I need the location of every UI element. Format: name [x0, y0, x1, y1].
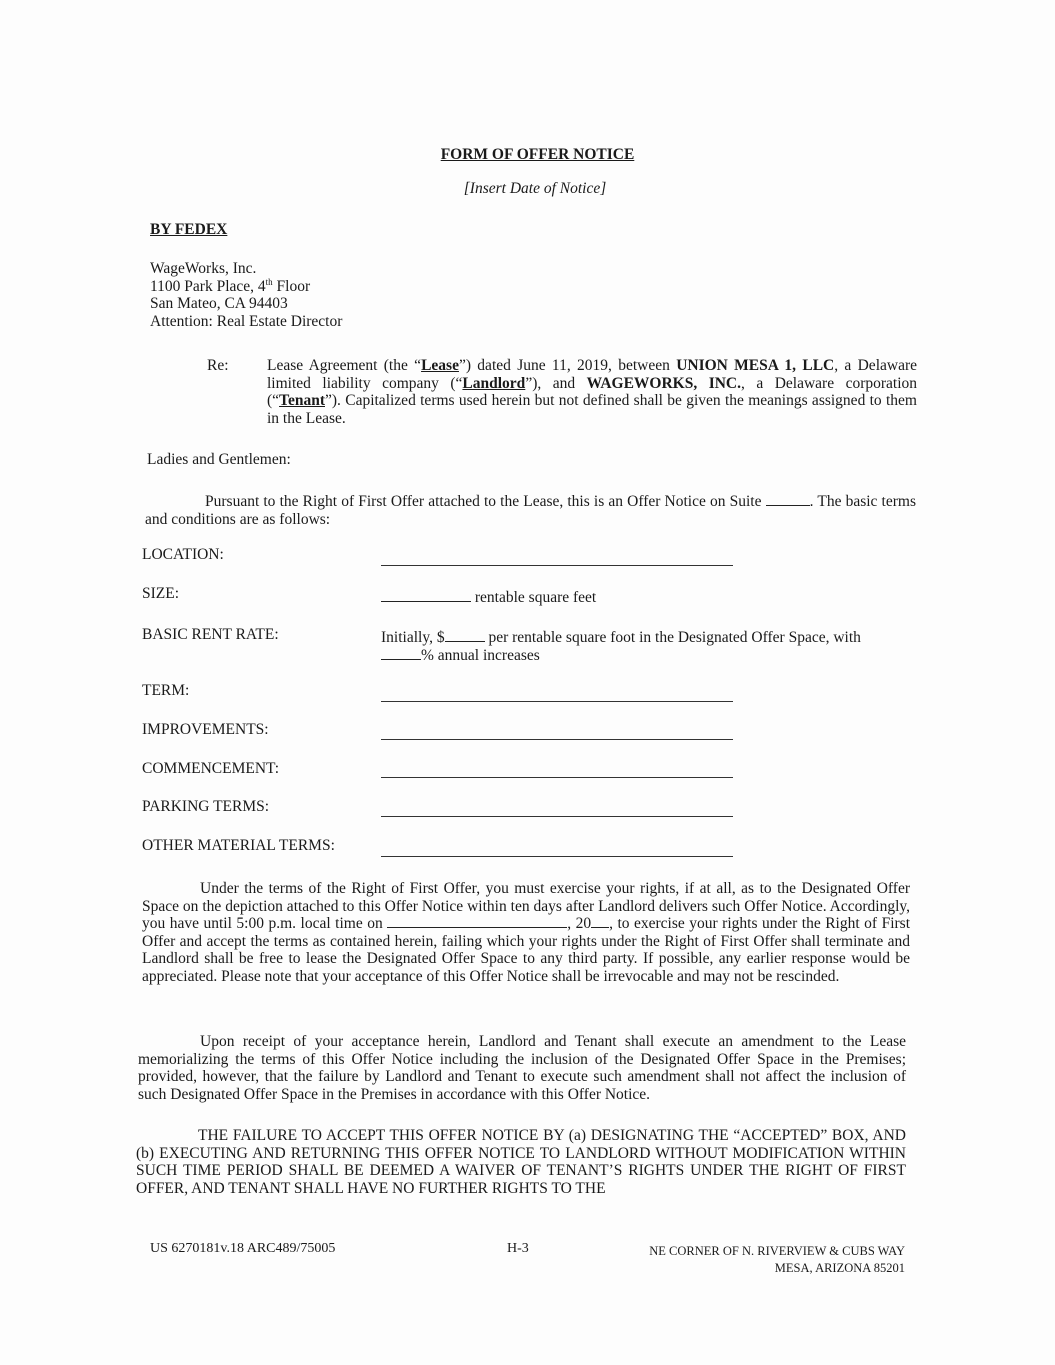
- text: Pursuant to the Right of First Offer attached to the Lease, this is an Offer Notice on Suite: [205, 493, 766, 510]
- re-paragraph: [267, 357, 917, 427]
- waiver-paragraph: THE FAILURE TO ACCEPT THIS OFFER NOTICE BY (a) DESIGNATING THE “ACCEPTED” BOX, AND (b) EXECUTING AND RETURNING THIS OFFER NOTICE TO LANDLORD WITHOUT MODIFICATION WITHIN SUCH TIME PERIOD SHALL BE DEEMED A WAIVER OF TENANT’S RIGHTS UNDER THE RIGHT OF FIRST OFFER, AND TENANT SHALL HAVE NO FURTHER RIGHTS TO THE: [136, 1127, 906, 1197]
- blank-line: [381, 777, 733, 778]
- rent-value: [381, 629, 914, 664]
- text: , a Delaware corporation (“: [267, 374, 918, 409]
- re-label: Re:: [207, 357, 229, 374]
- blank-line: [591, 926, 609, 928]
- term-label-size: SIZE:: [142, 585, 180, 602]
- intro-paragraph: [145, 493, 916, 528]
- text: per rentable square foot in the Designated Offer Space, with: [484, 629, 861, 646]
- footer-property-address: [649, 1243, 905, 1277]
- salutation: Ladies and Gentlemen:: [147, 451, 291, 468]
- text: Initially, $: [381, 629, 445, 646]
- address-line: Attention: Real Estate Director: [150, 312, 343, 330]
- text: ”). Capitalized terms used herein but not defined shall be given the meanings assigned to them in the Lease.: [267, 392, 917, 427]
- text: ”) dated June 11, 2019, between: [458, 357, 677, 374]
- footer-doc-id: US 6270181v.18 ARC489/75005: [150, 1241, 336, 1256]
- text: Lease Agreement (the “: [267, 357, 422, 374]
- text: , 20: [567, 915, 592, 932]
- party-name: UNION MESA 1, LLC: [676, 357, 835, 374]
- text: , to exercise your rights under the Right of First Offer and accept the terms as contained herein, failing which your rights under the Right of First Offer shall terminate and Landlord shall be free to lease the Designated Offer Space to any third party. If possible, any earlier response would be appreciated. Please note that your acceptance of this Offer Notice shall be irrevocable and may not be rescinded.: [142, 915, 910, 985]
- address-line: MESA, ARIZONA 85201: [774, 1261, 905, 1275]
- address-sup: th: [265, 276, 273, 287]
- delivery-method: BY FEDEX: [150, 221, 228, 238]
- blank-line: [381, 565, 733, 566]
- blank-line: [387, 926, 567, 928]
- blank-line: [381, 658, 421, 660]
- address-line: San Mateo, CA 94403: [150, 295, 288, 312]
- text: . The basic terms and conditions are as follows:: [145, 493, 916, 528]
- blank-line: [381, 739, 733, 740]
- party-name: WAGEWORKS, INC.: [586, 374, 742, 392]
- date-placeholder: [Insert Date of Notice]: [463, 180, 607, 197]
- address-line: [150, 278, 342, 296]
- defined-term: Tenant: [279, 392, 325, 409]
- defined-term: Landlord: [462, 374, 526, 392]
- term-label-location: LOCATION:: [142, 546, 224, 563]
- defined-term: Lease: [421, 357, 459, 374]
- recipient-address: [150, 260, 342, 330]
- blank-line: [381, 816, 733, 817]
- term-label-other: OTHER MATERIAL TERMS:: [142, 837, 335, 854]
- amendment-paragraph: Upon receipt of your acceptance herein, Landlord and Tenant shall execute an amendment to the Lease memorializing the terms of this Offer Notice including the inclusion of the Designated Offer Space in the Premises; provided, however, that the failure by Landlord and Tenant to execute such amendment shall not affect the inclusion of such Designated Offer Space in the Premises in accordance with this Offer Notice.: [138, 1033, 906, 1103]
- term-label-parking: PARKING TERMS:: [142, 798, 270, 815]
- blank-line: [445, 640, 485, 642]
- text: , a Delaware limited liability company (“: [267, 357, 917, 392]
- text: % annual increases: [421, 646, 540, 664]
- exercise-paragraph: [142, 880, 910, 985]
- text: ”), and: [525, 374, 587, 392]
- text: rentable square feet: [474, 589, 597, 606]
- address-line: NE CORNER OF N. RIVERVIEW & CUBS WAY: [649, 1244, 905, 1258]
- term-label-term: TERM:: [142, 682, 190, 699]
- term-label-rent: BASIC RENT RATE:: [142, 626, 279, 643]
- size-value: [381, 589, 596, 607]
- text: Under the terms of the Right of First Offer, you must exercise your rights, if at all, as to the Designated Offer Space on the depiction attached to this Offer Notice within ten days after Landlord delivers such Offer Notice. Accordingly, you have until 5:00 p.m. local time on: [142, 880, 910, 932]
- address-text: 1100 Park Place, 4: [150, 277, 266, 295]
- blank-line: [766, 504, 810, 506]
- blank-line: [381, 856, 733, 857]
- term-label-improvements: IMPROVEMENTS:: [142, 721, 269, 738]
- blank-line: [381, 701, 733, 702]
- document-title: FORM OF OFFER NOTICE: [440, 146, 635, 163]
- address-text: Floor: [272, 277, 311, 295]
- footer-page-number: H-3: [507, 1241, 529, 1256]
- blank-line: [381, 600, 471, 602]
- term-label-commencement: COMMENCEMENT:: [142, 760, 280, 777]
- address-line: WageWorks, Inc.: [150, 260, 257, 277]
